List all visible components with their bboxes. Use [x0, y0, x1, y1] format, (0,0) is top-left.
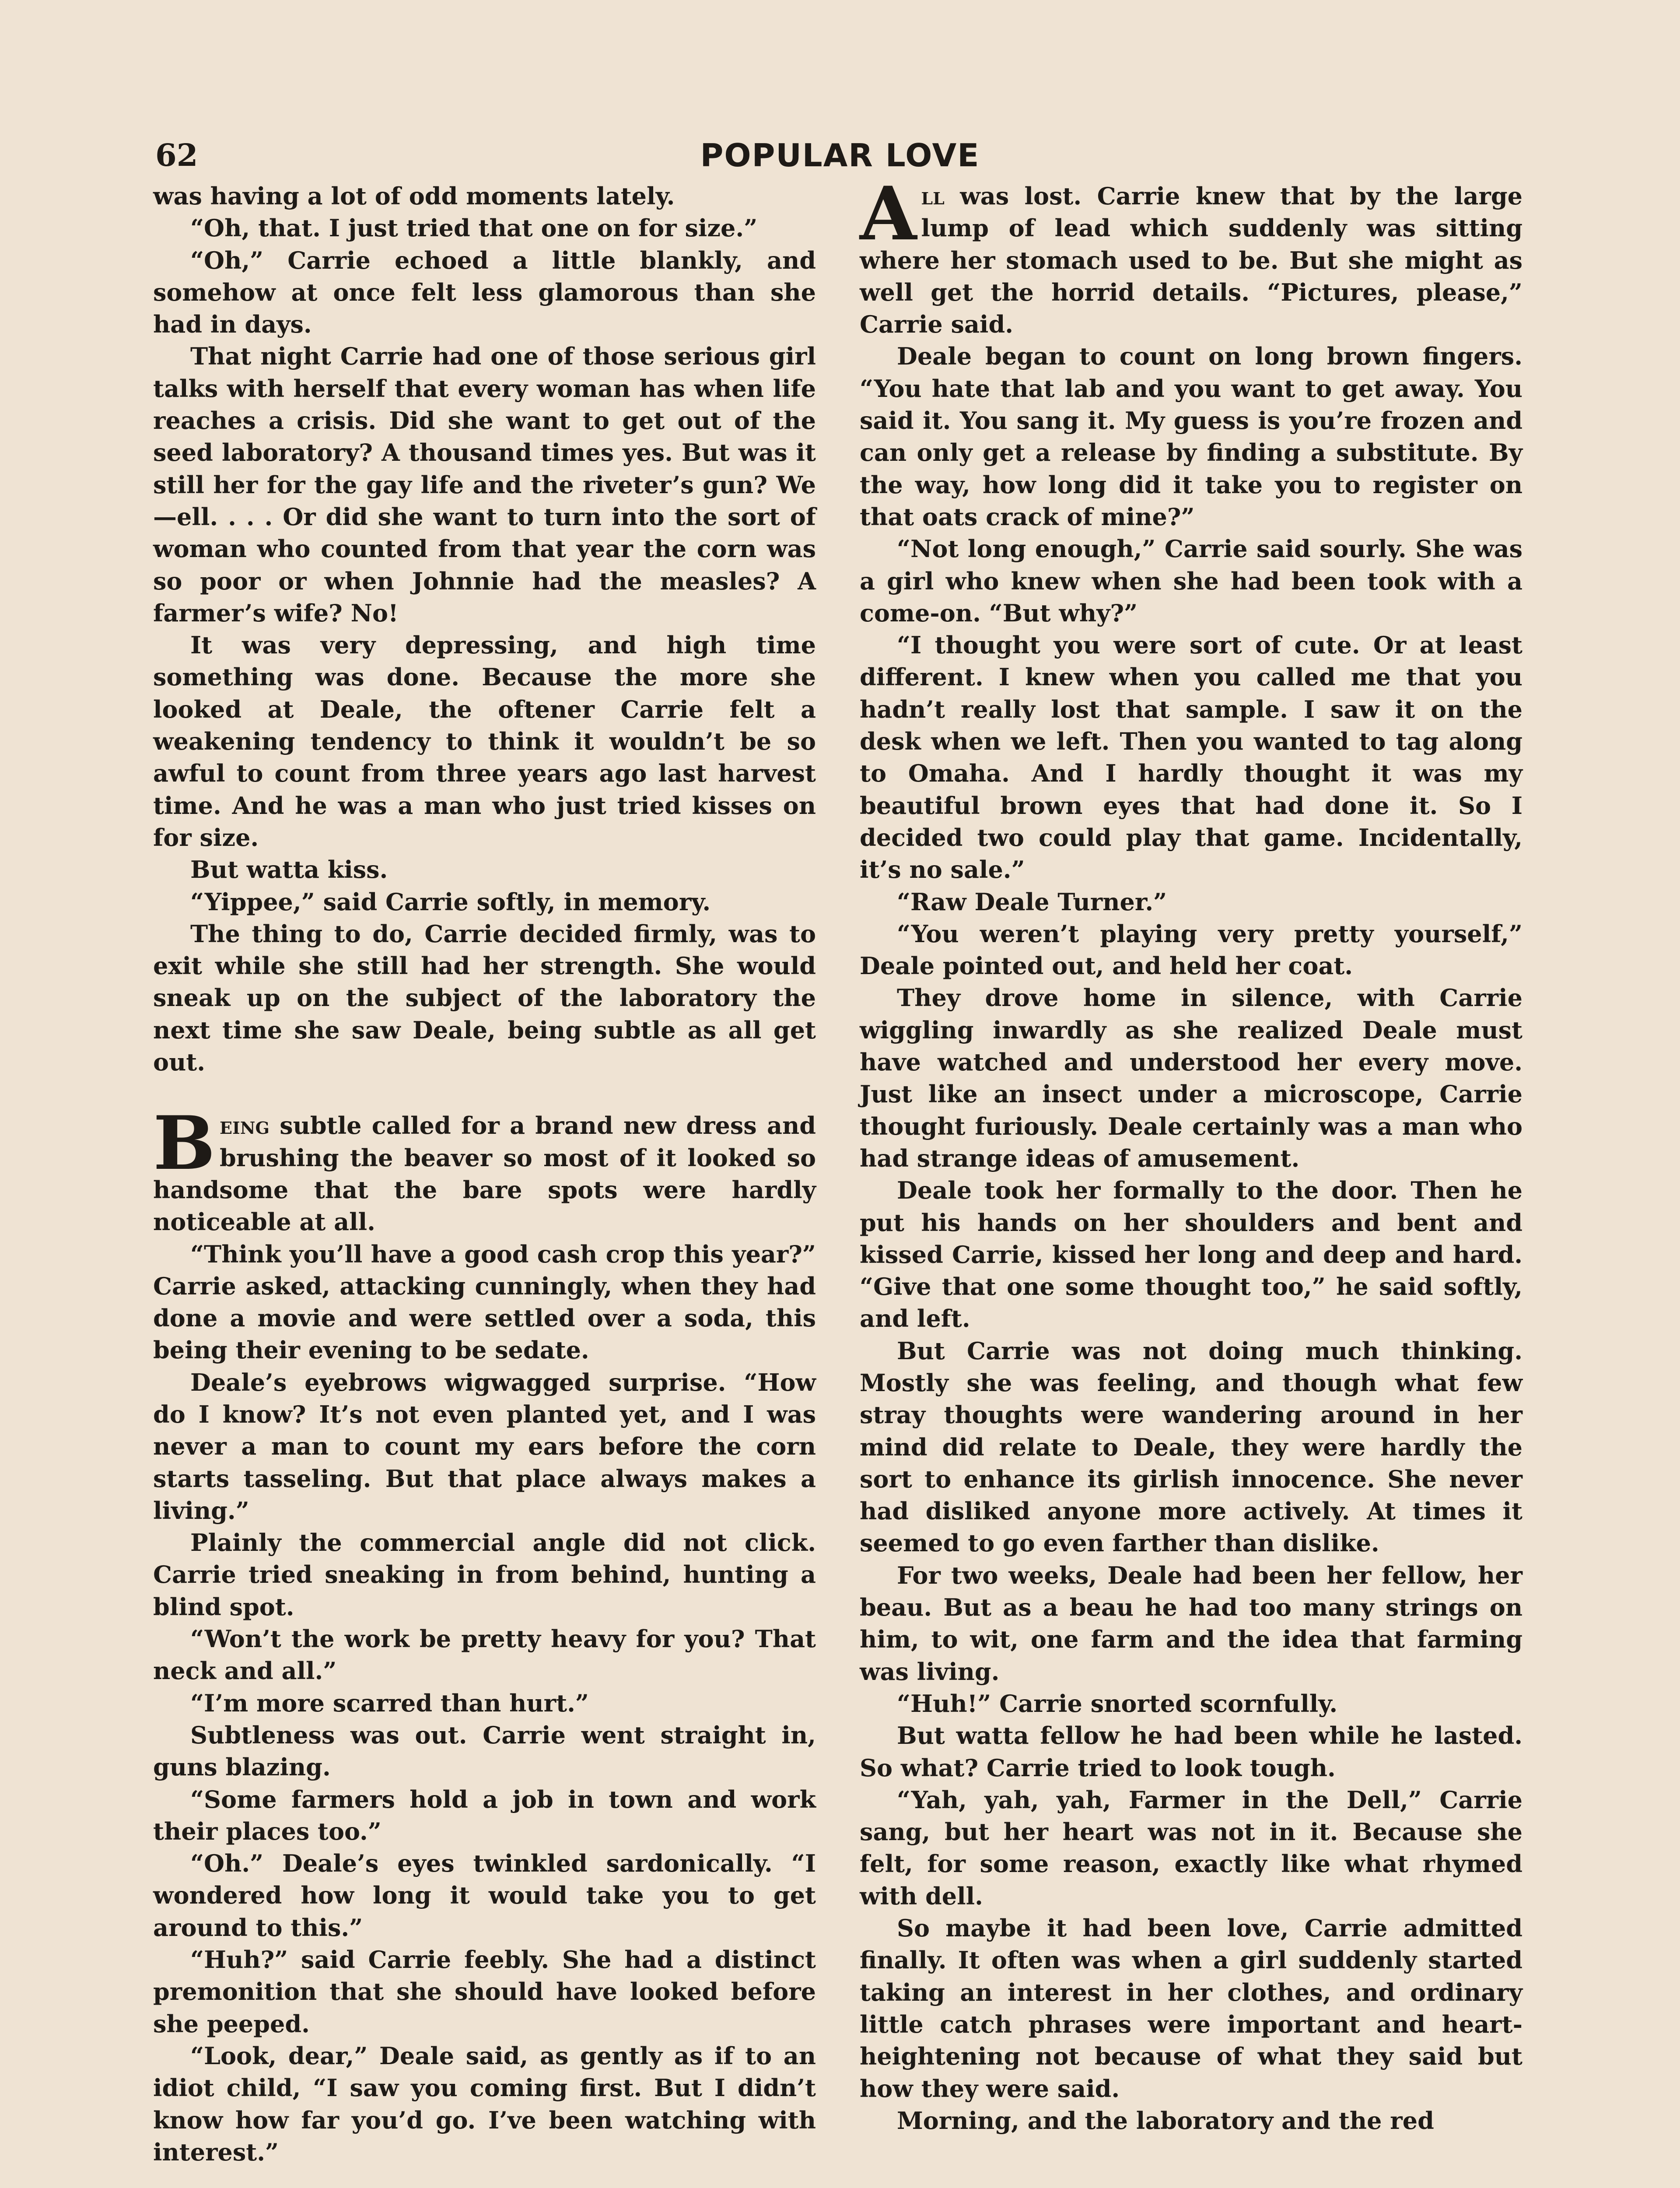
paragraph: “Oh,” Carrie echoed a little blankly, and somehow at once felt less glamorous than she had in days.	[153, 246, 816, 339]
paragraph: That night Carrie had one of those serious girl talks with herself that every woman has when life reaches a crisis. Did she want to get out of the seed laboratory? A thousand times yes. But was it still her for the gay life and the riveter’s gun? We—ell. . . . Or did she want to turn into the sort of woman who counted from that year the corn was so poor or when Johnnie had the measles? A farmer’s wife? No!	[153, 342, 816, 627]
paragraph: “Yippee,” said Carrie softly, in memory.	[190, 887, 711, 916]
paragraph: For two weeks, Deale had been her fellow, her beau. But as a beau he had too many strings on him, to wit, one farm and the idea that farming was living.	[860, 1561, 1522, 1686]
paragraph: “Look, dear,” Deale said, as gently as if to an idiot child, “I saw you coming first. But I didn’t know how far you’d go. I’ve been watching with interest.”	[153, 2041, 816, 2166]
paragraph: The thing to do, Carrie decided firmly, was to exit while she still had her strength. She would sneak up on the subject of the laboratory the next time she saw Deale, being subtle as all get out.	[153, 919, 816, 1076]
drop-cap-paragraph	[153, 1100, 816, 1238]
paragraph: “Yah, yah, yah, Farmer in the Dell,” Carrie sang, but her heart was not in it. Because she felt, for some reason, exactly like what rhymed with dell.	[860, 1785, 1522, 1910]
paragraph: Deale began to count on long brown fingers. “You hate that lab and you want to get away. You said it. You sang it. My guess is you’re frozen and can only get a release by finding a substitute. By the way, how long did it take you to register on that oats crack of mine?”	[860, 342, 1522, 531]
right-column	[860, 170, 1522, 2137]
paragraph: “Not long enough,” Carrie said sourly. She was a girl who knew when she had been took with a come-on. “But why?”	[860, 535, 1522, 627]
paragraph: Morning, and the laboratory and the red	[897, 2106, 1434, 2135]
paragraph: “I’m more scarred than hurt.”	[190, 1689, 589, 1717]
paragraph: “Oh, that. I just tried that one on for size.”	[190, 214, 758, 242]
paragraph: “Huh?” said Carrie feebly. She had a distinct premonition that she should have looked before she peeped.	[153, 1946, 816, 2038]
drop-cap-word: ll	[921, 182, 945, 210]
paragraph: “Think you’ll have a good cash crop this year?” Carrie asked, attacking cunningly, when they had done a movie and were settled over a soda, this being their evening to be sedate.	[153, 1240, 816, 1364]
paragraph: Deale took her formally to the door. Then he put his hands on her shoulders and bent and kissed Carrie, kissed her long and deep and hard. “Give that one some thought too,” he said softly, and left.	[860, 1176, 1522, 1333]
paragraph: So maybe it had been love, Carrie admitted finally. It often was when a girl suddenly started taking an interest in her clothes, and ordinary little catch phrases were important and heart-heightening not because of what they said but how they were said.	[860, 1914, 1522, 2103]
paragraph: Deale’s eyebrows wigwagged surprise. “How do I know? It’s not even planted yet, and I was never a man to count my ears before the corn starts tasseling. But that place always makes a living.”	[153, 1368, 816, 1525]
paragraph: “Huh!” Carrie snorted scornfully.	[897, 1689, 1338, 1718]
paragraph: “You weren’t playing very pretty yourself,” Deale pointed out, and held her coat.	[860, 919, 1522, 980]
paragraph: “Some farmers hold a job in town and work their places too.”	[153, 1785, 816, 1845]
drop-cap-paragraph	[860, 170, 1522, 340]
drop-cap: A	[860, 170, 917, 257]
paragraph: was having a lot of odd moments lately.	[153, 182, 675, 210]
paragraph-text: subtle called for a brand new dress and brushing the beaver so most of it looked so handsome that the bare spots were hardly noticeable at all.	[153, 1112, 816, 1236]
paragraph: “Raw Deale Turner.”	[897, 887, 1167, 916]
page-header	[155, 133, 1525, 186]
paragraph: But watta fellow he had been while he lasted. So what? Carrie tried to look tough.	[860, 1722, 1522, 1782]
magazine-title: POPULAR LOVE	[700, 137, 980, 174]
paragraph: “Oh.” Deale’s eyes twinkled sardonically. “I wondered how long it would take you to get around to this.”	[153, 1849, 816, 1942]
paragraph: They drove home in silence, with Carrie wiggling inwardly as she realized Deale must have watched and understood her every move. Just like an insect under a microscope, Carrie thought furiously. Deale certainly was a man who had strange ideas of amusement.	[860, 984, 1522, 1172]
drop-cap-word: eing	[220, 1112, 270, 1140]
paragraph: It was very depressing, and high time something was done. Because the more she looked at Deale, the oftener Carrie felt a weakening tendency to think it wouldn’t be so awful to count from three years ago last harvest time. And he was a man who just tried kisses on for size.	[153, 631, 816, 852]
paragraph-text: was lost. Carrie knew that by the large lump of lead which suddenly was sitting where her stomach used to be. But she might as well get the horrid details. “Pictures, please,” Carrie said.	[860, 182, 1522, 339]
left-column	[153, 180, 816, 2168]
paragraph: Plainly the commercial angle did not click. Carrie tried sneaking in from behind, hunting a blind spot.	[153, 1529, 816, 1621]
paragraph: But Carrie was not doing much thinking. Mostly she was feeling, and though what few stray thoughts were wandering around in her mind did relate to Deale, they were hardly the sort to enhance its girlish innocence. She never had disliked anyone more actively. At times it seemed to go even farther than dislike.	[860, 1336, 1522, 1557]
drop-cap: B	[153, 1100, 215, 1187]
paragraph: “I thought you were sort of cute. Or at least different. I knew when you called me that you hadn’t really lost that sample. I saw it on the desk when we left. Then you wanted to tag along to Omaha. And I hardly thought it was my beautiful brown eyes that had done it. So I decided two could play that game. Incidentally, it’s no sale.”	[860, 631, 1522, 884]
paragraph: But watta kiss.	[190, 856, 388, 884]
paragraph: “Won’t the work be pretty heavy for you? That neck and all.”	[153, 1625, 816, 1685]
paragraph: Subtleness was out. Carrie went straight in, guns blazing.	[153, 1721, 816, 1781]
page-number: 62	[155, 137, 198, 173]
